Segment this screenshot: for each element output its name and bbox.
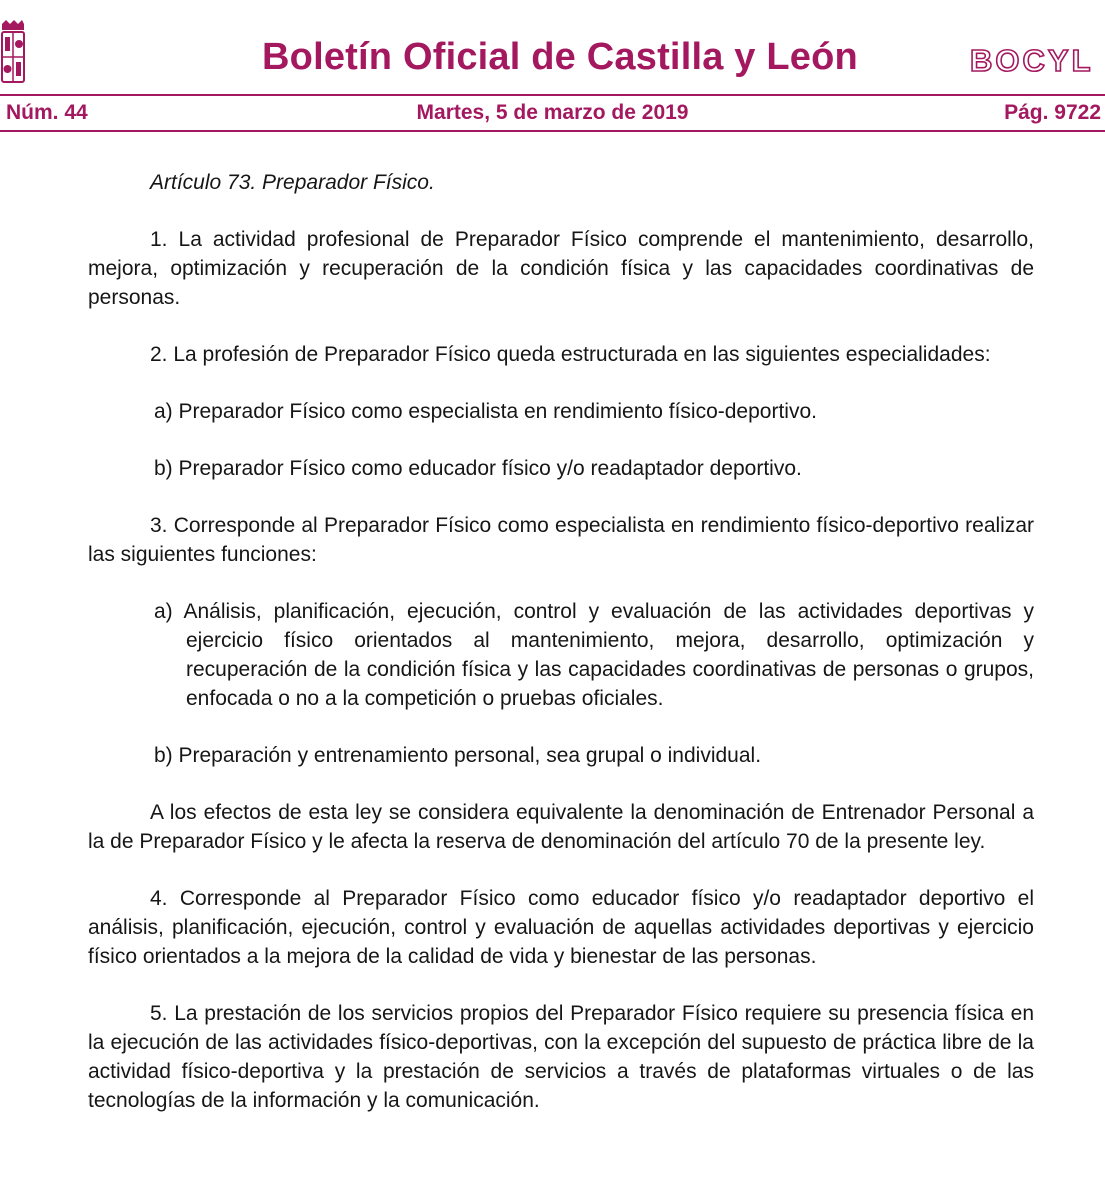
issue-date: Martes, 5 de marzo de 2019 <box>416 101 689 124</box>
bulletin-title: Boletín Oficial de Castilla y León <box>262 36 858 78</box>
function-item-b: b) Preparación y entrenamiento personal, sea grupal o individual. <box>154 744 762 767</box>
paragraph-3: 3. Corresponde al Preparador Físico como especialista en rendimiento físico-deportivo realizar las siguientes funciones: <box>88 514 1034 566</box>
issue-number: Núm. 44 <box>6 101 88 124</box>
bulletin-header <box>0 0 1105 130</box>
header-divider <box>0 94 1105 96</box>
specialty-item-a: a) Preparador Físico como especialista en rendimiento físico-deportivo. <box>154 400 817 423</box>
page-number: Pág. 9722 <box>1004 101 1101 124</box>
specialty-item-b: b) Preparador Físico como educador físico y/o readaptador deportivo. <box>154 457 802 480</box>
bocyl-logo: BOCYL <box>970 43 1094 78</box>
header-bottom-divider <box>0 130 1105 132</box>
paragraph-3-note: A los efectos de esta ley se considera equivalente la denominación de Entrenador Personal a la de Preparador Físico y le afecta la reserva de denominación del artículo 70 de la presente ley. <box>88 801 1034 853</box>
document-body <box>88 168 1034 1143</box>
function-item-a: a) Análisis, planificación, ejecución, control y evaluación de las actividades deportivas y ejercicio físico orientados al mantenimiento, mejora, desarrollo, optimización y recuperación de la condición física y las capacidades coordinativas de personas o grupos, enfocada o no a la competición o pruebas oficiales. <box>154 600 1034 710</box>
paragraph-1: 1. La actividad profesional de Preparador Físico comprende el mantenimiento, desarrollo, mejora, optimización y recuperación de la condición física y las capacidades coordinativas de personas. <box>88 228 1034 309</box>
paragraph-4: 4. Corresponde al Preparador Físico como educador físico y/o readaptador deportivo el análisis, planificación, ejecución, control y evaluación de aquellas actividades deportivas y ejercicio físico orientados a la mejora de la calidad de vida y bienestar de las personas. <box>88 887 1034 968</box>
article-title: Artículo 73. Preparador Físico. <box>150 171 435 194</box>
paragraph-5: 5. La prestación de los servicios propios del Preparador Físico requiere su presencia física en la ejecución de las actividades físico-deportivas, con la excepción del supuesto de práctica libre de la actividad físico-deportiva y la prestación de servicios a través de plataformas virtuales o de las tecnologías de la información y la comunicación. <box>88 1002 1034 1112</box>
paragraph-2: 2. La profesión de Preparador Físico queda estructurada en las siguientes especialidades: <box>150 343 991 366</box>
